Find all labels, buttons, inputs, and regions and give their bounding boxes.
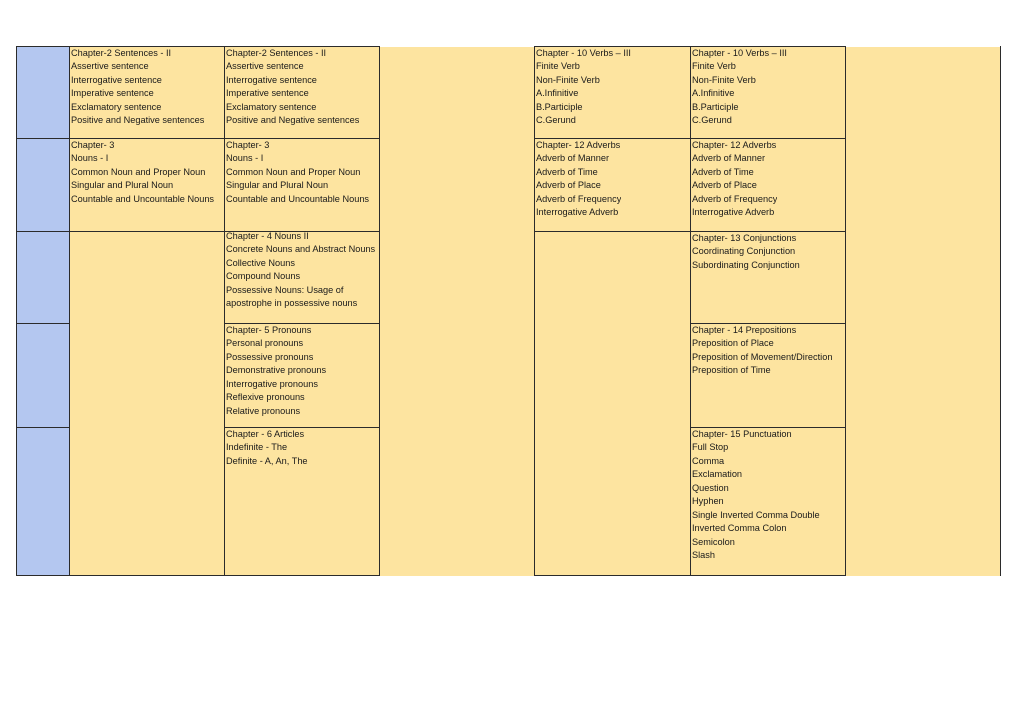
cell-line: Finite Verb <box>692 61 736 72</box>
cell-line: Positive and Negative sentences <box>226 115 360 126</box>
cell-line: Positive and Negative sentences <box>71 115 205 126</box>
cell-line: Coordinating Conjunction <box>692 246 796 257</box>
cell-line: Chapter- 15 Punctuation <box>692 429 792 439</box>
cell-line: Chapter - 10 Verbs – III <box>692 48 787 58</box>
cell-line: Personal pronouns <box>226 338 304 349</box>
cell-line: Chapter-2 Sentences - II <box>71 48 172 58</box>
cell-line: Subordinating Conjunction <box>692 259 800 270</box>
cell-col-a-row-2 <box>69 139 214 206</box>
cell-line: Inverted Comma Colon <box>692 523 787 534</box>
cell-line: Adverb of Manner <box>536 153 610 164</box>
cell-line: Reflexive pronouns <box>226 392 305 403</box>
cell-line: Interrogative sentence <box>71 74 162 85</box>
grid-line-bottom <box>16 575 380 576</box>
cell-line: Chapter- 12 Adverbs <box>536 140 621 150</box>
cell-line: C.Gerund <box>536 115 576 126</box>
cell-col-a-row-1 <box>69 47 204 128</box>
cell-line: Chapter- 5 Pronouns <box>226 325 312 335</box>
cell-line: Hyphen <box>692 496 724 507</box>
grid-line-col <box>845 46 846 576</box>
cell-line: Singular and Plural Noun <box>226 180 329 191</box>
cell-line: Preposition of Place <box>692 338 774 349</box>
cell-line: Relative pronouns <box>226 405 301 416</box>
cell-line: C.Gerund <box>692 115 732 126</box>
cell-line: Chapter-2 Sentences - II <box>226 48 327 58</box>
blue-index-column <box>16 47 69 576</box>
cell-line: Exclamatory sentence <box>226 101 317 112</box>
cell-line: Possessive pronouns <box>226 351 314 362</box>
cell-line: Concrete Nouns and Abstract Nouns <box>226 244 376 255</box>
cell-line: Slash <box>692 550 715 561</box>
cell-line: Interrogative pronouns <box>226 378 318 389</box>
cell-line: Adverb of Place <box>536 180 601 191</box>
cell-line: Interrogative Adverb <box>536 207 619 218</box>
cell-line: Adverb of Time <box>536 166 598 177</box>
cell-line: Imperative sentence <box>226 88 309 99</box>
grid-line-row <box>16 427 69 428</box>
grid-line-col <box>16 46 17 576</box>
cell-line: Full Stop <box>692 442 729 453</box>
cell-line: Singular and Plural Noun <box>71 180 174 191</box>
cell-line: Chapter - 10 Verbs – III <box>536 48 631 58</box>
cell-col-c-row-1 <box>534 47 631 128</box>
cell-line: Finite Verb <box>536 61 580 72</box>
cell-line: Indefinite - The <box>226 442 288 453</box>
cell-col-b-row-1 <box>224 47 359 128</box>
cell-line: Chapter- 13 Conjunctions <box>692 233 797 243</box>
cell-line: A.Infinitive <box>536 88 579 99</box>
cell-line: Chapter - 4 Nouns II <box>226 231 309 241</box>
cell-line: Common Noun and Proper Noun <box>226 166 361 177</box>
cell-line: Imperative sentence <box>71 88 154 99</box>
cell-line: Countable and Uncountable Nouns <box>226 193 370 204</box>
cell-col-d-row-2 <box>690 139 777 220</box>
cell-line: Demonstrative pronouns <box>226 365 327 376</box>
cell-line: Single Inverted Comma Double <box>692 509 820 520</box>
cell-line: Exclamatory sentence <box>71 101 162 112</box>
grid-line-row <box>16 323 69 324</box>
grid-line-col <box>1000 46 1001 576</box>
cell-col-b-row-4 <box>224 324 326 418</box>
cell-line: Definite - A, An, The <box>226 455 308 466</box>
cell-col-d-row-3 <box>690 232 800 272</box>
cell-line: Exclamation <box>692 469 743 480</box>
cell-line: Preposition of Movement/Direction <box>692 351 833 362</box>
cell-line: Semicolon <box>692 536 735 547</box>
cell-col-b-row-3 <box>224 230 376 323</box>
cell-col-d-row-1 <box>690 47 787 128</box>
cell-line: Assertive sentence <box>226 61 304 72</box>
cell-col-d-row-4 <box>690 324 846 378</box>
cell-line: Interrogative Adverb <box>692 207 775 218</box>
cell-col-b-row-2 <box>224 139 369 206</box>
cell-line: B.Participle <box>692 101 739 112</box>
cell-line: Chapter- 3 <box>226 140 270 150</box>
cell-line: Countable and Uncountable Nouns <box>71 193 215 204</box>
cell-line: Non-Finite Verb <box>692 74 756 85</box>
cell-line: Adverb of Time <box>692 166 754 177</box>
cell-line: Adverb of Frequency <box>692 193 778 204</box>
cell-line: Chapter - 6 Articles <box>226 429 305 439</box>
cell-col-d-row-5 <box>690 428 820 563</box>
grid-line-col <box>379 46 380 576</box>
cell-line: Comma <box>692 455 725 466</box>
cell-line: Chapter- 12 Adverbs <box>692 140 777 150</box>
cell-line: Chapter- 3 <box>71 140 115 150</box>
cell-line: Chapter - 14 Prepositions <box>692 325 797 335</box>
cell-line: Collective Nouns <box>226 257 295 268</box>
cell-line: Interrogative sentence <box>226 74 317 85</box>
cell-line: Assertive sentence <box>71 61 149 72</box>
cell-col-c-row-2 <box>534 139 621 220</box>
cell-line: B.Participle <box>536 101 583 112</box>
cell-line: Question <box>692 482 729 493</box>
cell-line: Adverb of Manner <box>692 153 766 164</box>
cell-line: Non-Finite Verb <box>536 74 600 85</box>
cell-line: A.Infinitive <box>692 88 735 99</box>
cell-line: Preposition of Time <box>692 365 771 376</box>
cell-col-b-row-5 <box>224 428 308 468</box>
cell-line: Adverb of Frequency <box>536 193 622 204</box>
cell-line: Adverb of Place <box>692 180 757 191</box>
cell-line: Possessive Nouns: Usage of apostrophe in possessive nouns <box>226 284 358 309</box>
cell-line: Nouns - I <box>71 153 109 164</box>
cell-line: Nouns - I <box>226 153 264 164</box>
cell-line: Compound Nouns <box>226 271 301 282</box>
cell-line: Common Noun and Proper Noun <box>71 166 206 177</box>
